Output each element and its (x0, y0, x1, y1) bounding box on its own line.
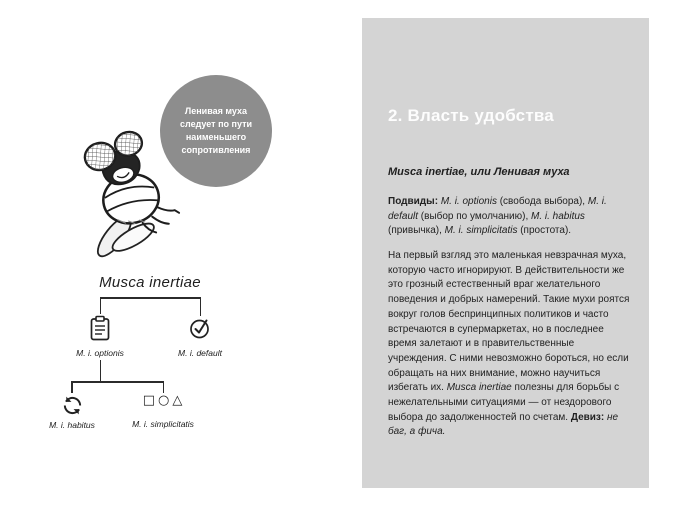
motto-label: Девиз: (570, 411, 605, 423)
cycle-arrows-icon (61, 394, 84, 417)
tree-connector (163, 381, 165, 393)
node-label-simplicitatis: M. i. simplicitatis (132, 419, 194, 429)
body-paragraph: На первый взгляд это маленькая невзрачная муха, которую часто игнорируют. В действительности же это грозный естественный враг желательного поведения и добрых намерений. Такие мухи роятся вокруг голов беспринципных политиков и часто встречаются в супермаркетах, но в последнее время залетают и в правительственные учреждения. С ними невозможно бороться, но если обращать на них внимание, можно научиться избегать их. Musca inertiae полезны для борьбы с нежелательными ситуациями — от нездорового выбора до задолженностей по счетам. Девиз: не баг, а фича. (388, 250, 630, 438)
bubble-text: Ленивая муха следует по пути наименьшего сопротивления (179, 105, 253, 156)
shapes-icon: □○△ (142, 393, 186, 408)
chapter-heading: 2. Власть удобства (388, 106, 554, 125)
chapter-panel (362, 18, 649, 488)
clipboard-icon (89, 315, 111, 342)
tree-connector (71, 381, 164, 383)
tree-connector (100, 297, 201, 299)
diagram-title: Musca inertiae (99, 274, 201, 291)
tree-connector (71, 381, 73, 393)
node-label-optionis: M. i. optionis (76, 348, 124, 358)
check-circle-icon (189, 317, 211, 339)
subspecies-paragraph: Подвиды: M. i. optionis (свобода выбора), M. i. default (выбор по умолчанию), M. i. habitus (привычка), M. i. simplicitatis (простота). (388, 196, 607, 237)
node-label-habitus: M. i. habitus (49, 420, 95, 430)
subspecies-label: Подвиды: (388, 196, 441, 207)
node-label-default: M. i. default (178, 348, 222, 358)
chapter-subtitle: Musca inertiae, или Ленивая муха (388, 166, 570, 178)
tree-connector (200, 297, 202, 316)
tree-connector (100, 297, 102, 314)
tree-connector (100, 360, 102, 382)
fly-illustration (74, 128, 182, 260)
motto-text: не баг, а фича. (388, 411, 619, 438)
